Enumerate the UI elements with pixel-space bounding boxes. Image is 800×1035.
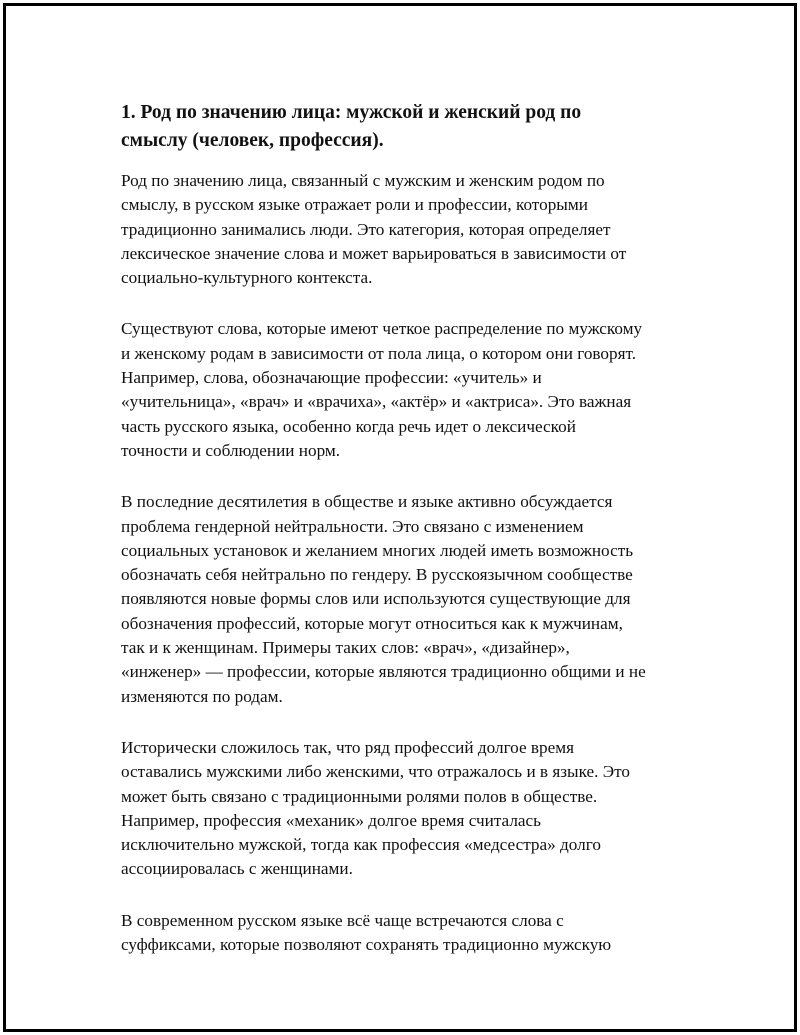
text-line: Род по значению лица, связанный с мужским и женским родом по	[121, 171, 605, 190]
paragraph	[121, 169, 691, 290]
text-line: проблема гендерной нейтральности. Это связано с изменением	[121, 516, 584, 536]
heading-line: 1. Род по значению лица: мужской и женский род по	[121, 102, 582, 123]
paragraph	[121, 736, 691, 882]
text-line: суффиксами, которые позволяют сохранять традиционно мужскую	[121, 935, 612, 955]
text-line: исключительно мужской, тогда как профессия «медсестра» долго	[121, 835, 601, 855]
text-line: социальных установок и желанием многих людей иметь возможность	[121, 540, 634, 560]
paragraph	[121, 490, 691, 709]
text-line: смыслу, в русском языке отражает роли и профессии, которыми	[121, 195, 588, 215]
text-line: социально-культурного контекста.	[121, 268, 373, 288]
text-line: часть русского языка, особенно когда речь идет о лексической	[121, 416, 576, 436]
text-line: оставались мужскими либо женскими, что отражалось и в языке. Это	[121, 762, 630, 782]
text-line: так и к женщинам. Примеры таких слов: «врач», «дизайнер»,	[121, 638, 570, 658]
text-line: лексическое значение слова и может варьироваться в зависимости от	[121, 243, 627, 263]
section-heading	[121, 99, 691, 155]
paragraph	[121, 317, 691, 463]
document-body	[121, 99, 691, 984]
text-line: обозначать себя нейтрально по гендеру. В русскоязычном сообществе	[121, 565, 633, 585]
text-line: точности и соблюдении норм.	[121, 440, 341, 460]
text-line: Например, профессия «механик» долгое время считалась	[121, 810, 541, 830]
text-line: обозначения профессий, которые могут относиться как к мужчинам,	[121, 613, 623, 633]
text-line: ассоциировалась с женщинами.	[121, 859, 353, 879]
text-line: Исторически сложилось так, что ряд профессий долгое время	[121, 737, 575, 757]
heading-line: смыслу (человек, профессия).	[121, 130, 384, 151]
text-line: и женскому родам в зависимости от пола лица, о котором они говорят.	[121, 343, 637, 363]
text-line: появляются новые формы слов или используются существующие для	[121, 589, 631, 609]
text-line: изменяются по родам.	[121, 686, 283, 706]
text-line: может быть связано с традиционными ролями полов в обществе.	[121, 786, 598, 806]
text-line: Существуют слова, которые имеют четкое распределение по мужскому	[121, 319, 643, 339]
text-line: В современном русском языке всё чаще встречаются слова с	[121, 910, 564, 930]
page-border	[3, 3, 797, 1032]
text-line: Например, слова, обозначающие профессии: «учитель» и	[121, 368, 542, 388]
paragraph	[121, 909, 691, 958]
text-line: традиционно занимались люди. Это категория, которая определяет	[121, 219, 611, 239]
text-line: В последние десятилетия в обществе и языке активно обсуждается	[121, 492, 613, 512]
text-line: «учительница», «врач» и «врачиха», «актёр» и «актриса». Это важная	[121, 392, 632, 412]
text-line: «инженер» — профессии, которые являются традиционно общими и не	[121, 662, 646, 682]
